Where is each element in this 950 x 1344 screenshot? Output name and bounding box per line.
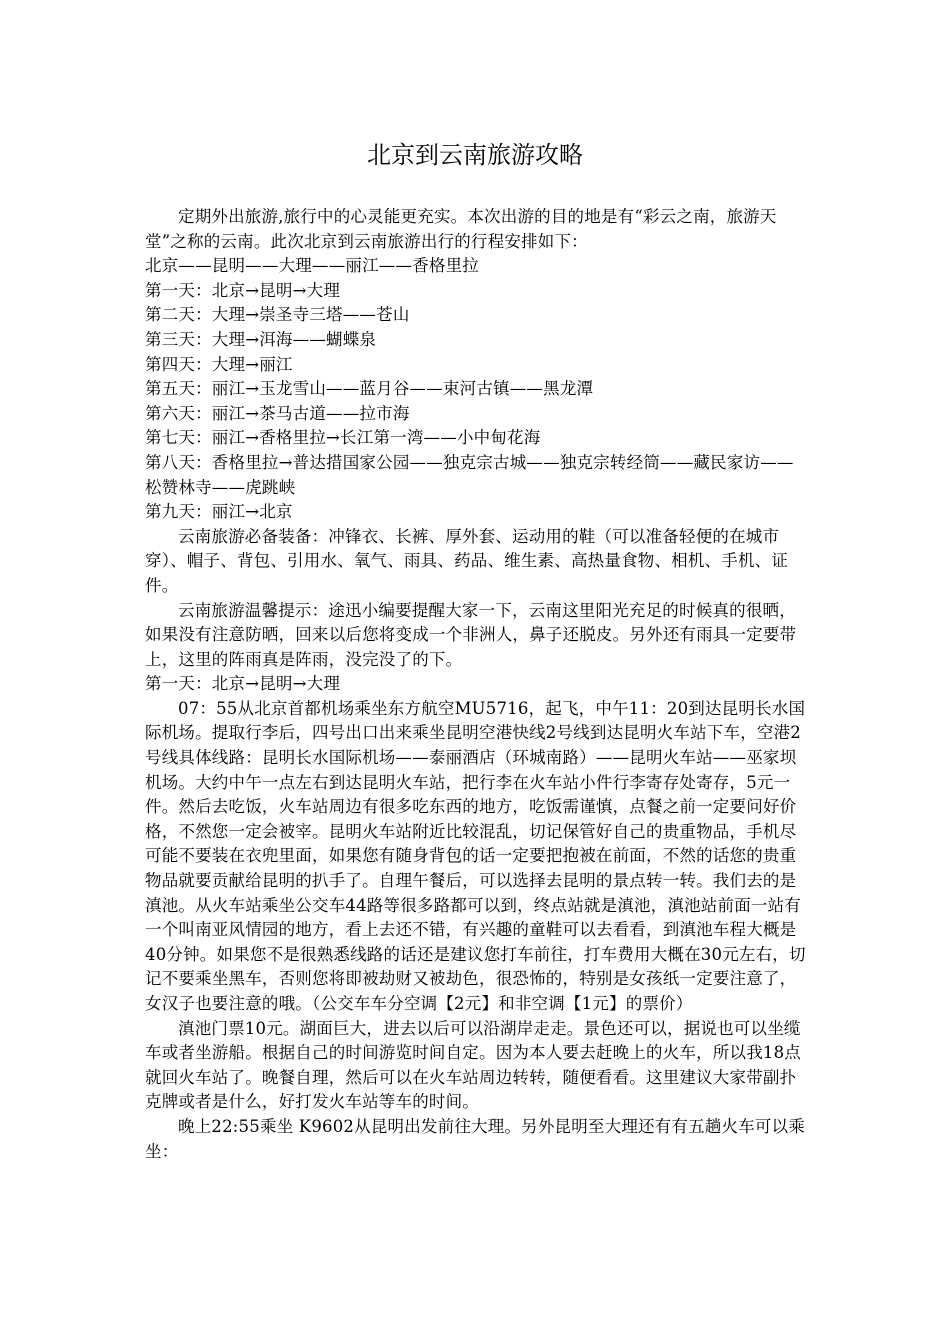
itinerary-day-2: 第二天：大理→崇圣寺三塔——苍山 <box>145 305 410 325</box>
equipment-paragraph: 云南旅游必备装备：冲锋衣、长裤、厚外套、运动用的鞋（可以准备轻便的在城市穿）、帽子、背包、引用水、氧气、雨具、药品、维生素、高热量食物、相机、手机、证件。 <box>145 526 789 595</box>
itinerary-day-8: 第八天：香格里拉→普达措国家公园——独克宗古城——独克宗转经筒——藏民家访——松赞林寺——虎跳峡 <box>145 452 794 497</box>
itinerary-day-7: 第七天：丽江→香格里拉→长江第一湾——小中甸花海 <box>145 428 541 448</box>
route-line: 北京——昆明——大理——丽江——香格里拉 <box>145 256 479 276</box>
document-body <box>145 205 810 1164</box>
itinerary-day-3: 第三天：大理→洱海——蝴蝶泉 <box>145 329 377 349</box>
day1-heading: 第一天：北京→昆明→大理 <box>145 674 341 694</box>
day1-paragraph-3: 晚上22:55乘坐 K9602从昆明出发前往大理。另外昆明至大理还有有五趟火车可以乘坐： <box>145 1116 806 1161</box>
itinerary-day-4: 第四天：大理→丽江 <box>145 354 293 374</box>
itinerary-day-1: 第一天：北京→昆明→大理 <box>145 280 341 300</box>
intro-paragraph: 定期外出旅游,旅行中的心灵能更充实。本次出游的目的地是有“彩云之南，旅游天堂”之称的云南。此次北京到云南旅游出行的行程安排如下： <box>145 207 777 251</box>
day1-paragraph-1: 07：55从北京首都机场乘坐东方航空MU5716，起飞，中午11：20到达昆明长水国际机场。提取行李后，四号出口出来乘坐昆明空港快线2号线到达昆明火车站下车，空港2号线具体线路：昆明长水国际机场——泰丽酒店（环城南路）——昆明火车站——巫家坝机场。大约中午一点左右到达昆明火车站，把行李在火车站小件行李寄存处寄存，5元一件。然后去吃饭，火车站周边有很多吃东西的地方，吃饭需谨慎，点餐之前一定要问好价格，不然您一定会被宰。昆明火车站附近比较混乱，切记保管好自己的贵重物品，手机尽可能不要装在衣兜里面，如果您有随身背包的话一定要把抱被在前面，不然的话您的贵重物品就要贡献给昆明的扒手了。自理午餐后，可以选择去昆明的景点转一转。我们去的是滇池。从火车站乘坐公交车44路等很多路都可以到，终点站就是滇池，滇池站前面一站有一个叫南亚风情园的地方，看上去还不错，有兴趣的童鞋可以去看看，到滇池车程大概是40分钟。如果您不是很熟悉线路的话还是建议您打车前往，打车费用大概在30元左右，切记不要乘坐黑车，否则您将即被劫财又被劫色，很恐怖的，特别是女孩纸一定要注意了，女汉子也要注意的哦。（公交车车分空调【2元】和非空调【1元】的票价） <box>145 698 806 1013</box>
itinerary-day-6: 第六天：丽江→茶马古道——拉市海 <box>145 403 410 423</box>
itinerary-day-5: 第五天：丽江→玉龙雪山——蓝月谷——束河古镇——黑龙潭 <box>145 379 594 399</box>
day1-paragraph-2: 滇池门票10元。湖面巨大，进去以后可以沿湖岸走走。景色还可以，据说也可以坐缆车或者坐游船。根据自己的时间游览时间自定。因为本人要去赶晚上的火车，所以我18点就回火车站了。晚餐自理，然后可以在火车站周边转转，随便看看。这里建议大家带副扑克牌或者是什么，好打发火车站等车的时间。 <box>145 1018 801 1112</box>
tips-paragraph: 云南旅游温馨提示：途迅小编要提醒大家一下，云南这里阳光充足的时候真的很晒，如果没有注意防晒，回来以后您将变成一个非洲人，鼻子还脱皮。另外还有雨具一定要带上，这里的阵雨真是阵雨，没完没了的下。 <box>145 600 797 669</box>
document-title: 北京到云南旅游攻略 <box>367 141 583 169</box>
itinerary-day-9: 第九天：丽江→北京 <box>145 502 293 522</box>
